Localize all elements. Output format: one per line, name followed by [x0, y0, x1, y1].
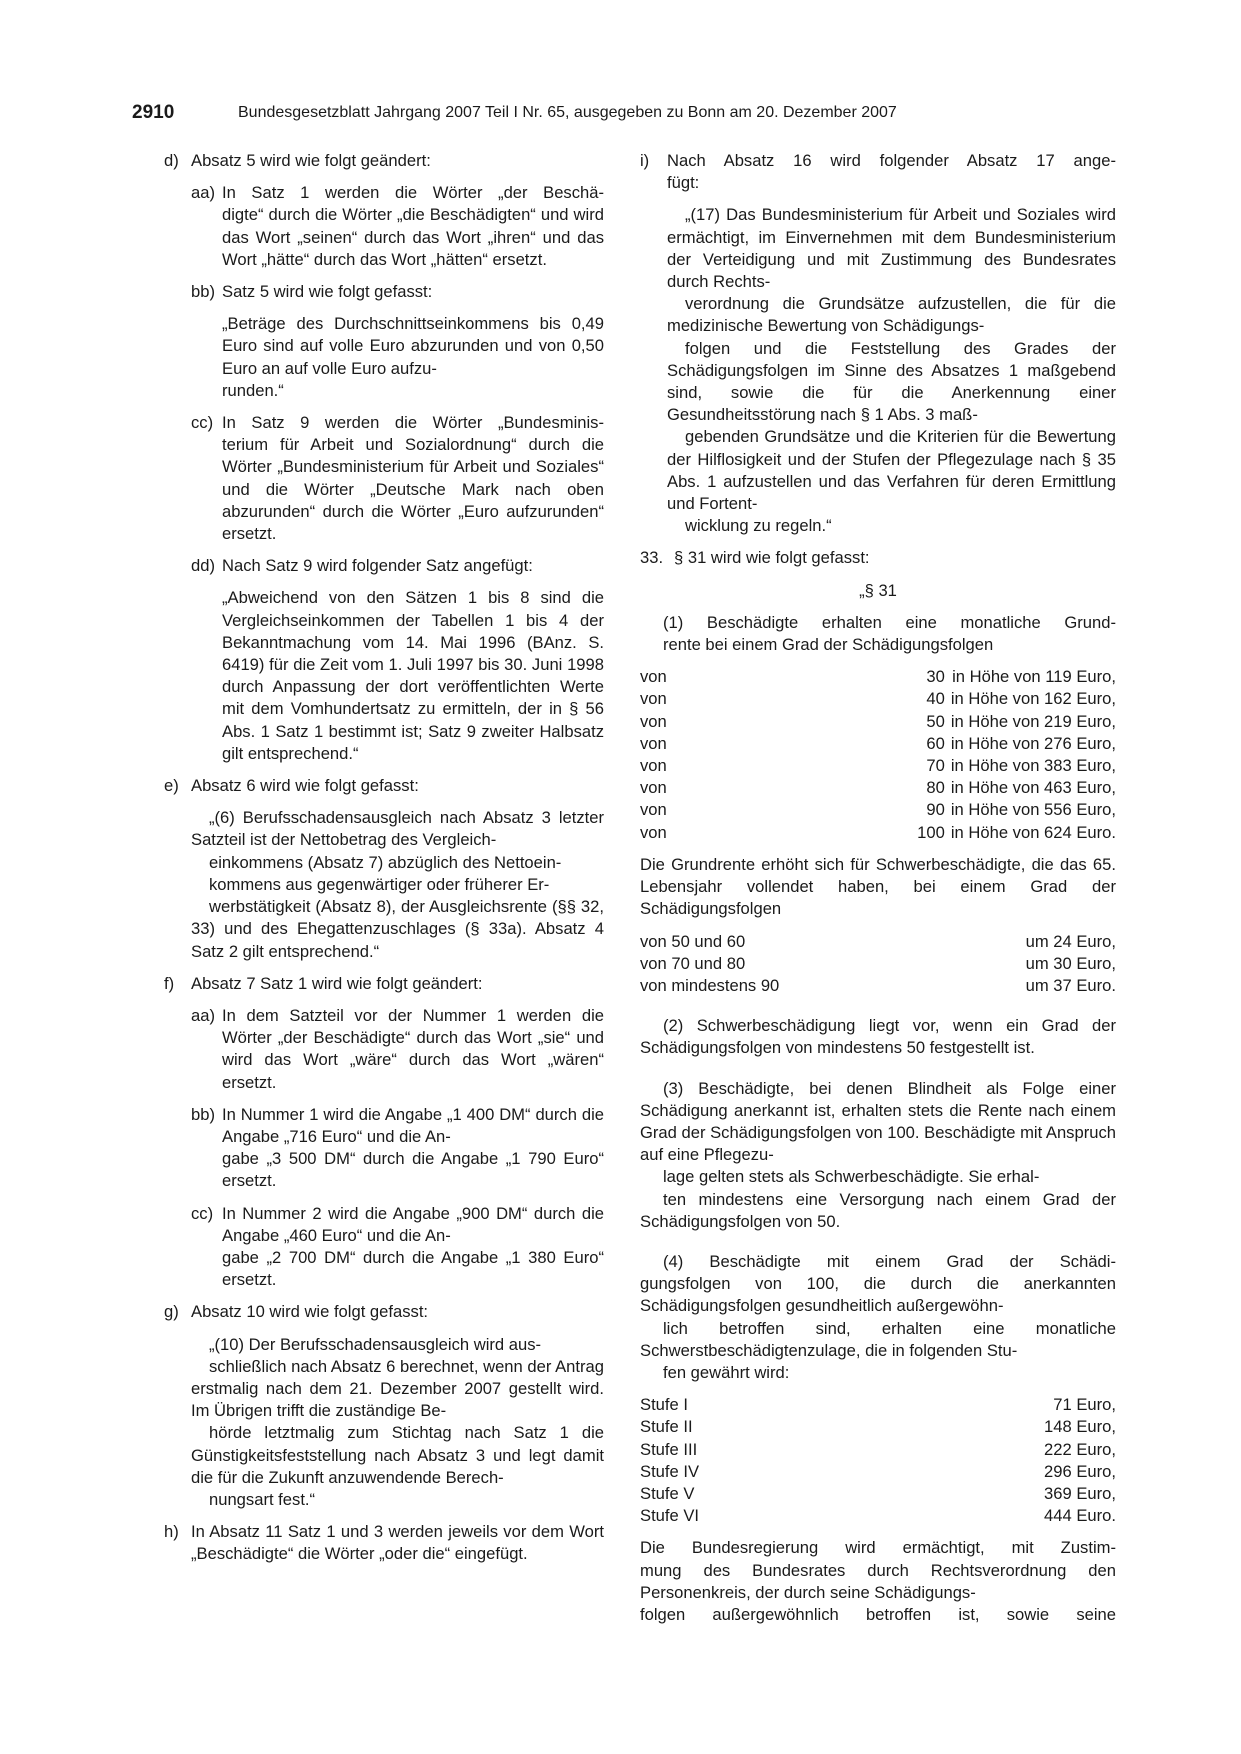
subitem-marker: cc) [191, 1203, 214, 1223]
quote-text: hörde letztmalig zum Stichtag nach Satz 1 die Günstigkeitsfeststellung nach Absatz 3 und legt damit die für die Zukunft anzuwendende Berech- [191, 1423, 604, 1487]
text-line: folgen außergewöhnlich betroffen ist, sowie seine [640, 1604, 1116, 1624]
table-cell: von [640, 711, 667, 731]
table-cell: von [640, 667, 667, 687]
text-line: In Satz 1 werden die Wörter „der Beschä- [222, 183, 604, 203]
table-cell: 80 [926, 778, 945, 798]
quote-text: einkommens (Absatz 7) abzüglich des Nettoein- [209, 852, 562, 872]
quote-text: folgen und die Feststellung des Grades der Schädigungsfolgen im Sinne des Absatzes 1 maßgebend sind, sowie die für die Anerkennung einer Gesundheitsstörung nach § 1 Abs. 3 maß- [667, 338, 1116, 425]
table-cell: in Höhe von 556 Euro, [950, 800, 1116, 820]
table-cell: von mindestens 90 [640, 975, 780, 995]
table-cell: von [640, 689, 667, 709]
table-cell: 444 Euro. [1044, 1506, 1116, 1526]
section-31 [640, 580, 1116, 1627]
text-line: (3) Beschädigte, bei denen Blindheit als Folge einer Schädigung anerkannt ist, erhalten stets die Rente nach einem Grad der Schädigungsfolgen von 100. Beschädigte mit Anspruch auf eine Pflegezu- [640, 1078, 1116, 1165]
table-cell: von [640, 778, 667, 798]
item-marker: h) [164, 1522, 179, 1542]
item-marker: g) [164, 1302, 179, 1322]
subitem-d-cc [191, 412, 604, 545]
right-column [640, 150, 1116, 1626]
quote-text: wicklung zu regeln.“ [685, 516, 832, 536]
text-line: terium für Arbeit und Sozialordnung“ durch die Wörter „Bundesministerium für Arbeit und Soziales“ und die Wörter „Deutsche Mark nach oben abzurunden“ durch die Wörter „Euro aufzurunden“ ersetzt. [222, 435, 604, 544]
subitem-text: In dem Satzteil vor der Nummer 1 werden die Wörter „der Beschädigte“ durch das Wort „sie“ und wird das Wort „wäre“ durch das Wort „wären“ ersetzt. [222, 1005, 604, 1092]
table-cell: in Höhe von 463 Euro, [950, 778, 1116, 798]
table-cell: Stufe VI [640, 1506, 700, 1526]
item-e [164, 775, 604, 963]
item-marker: 33. [640, 548, 664, 568]
subitem-marker: bb) [191, 282, 215, 302]
table-cell: um 24 Euro, [1025, 931, 1116, 951]
table-cell: in Höhe von 162 Euro, [950, 689, 1116, 709]
quote-text: schließlich nach Absatz 6 berechnet, wenn der Antrag erstmalig nach dem 21. Dezember 2007 gestellt wird. Im Übrigen trifft die zuständige Be- [191, 1356, 604, 1421]
item-text: Absatz 5 wird wie folgt geändert: [191, 151, 431, 170]
quote-text: nungsart fest.“ [209, 1489, 316, 1509]
subitem-marker: bb) [191, 1104, 215, 1124]
subitem-f-aa [191, 1005, 604, 1094]
erhoehung-table [640, 931, 1116, 998]
table-cell: von [640, 756, 667, 776]
table-cell: Stufe IV [640, 1461, 700, 1481]
paragraph-2: (2) Schwerbeschädigung liegt vor, wenn ein Grad der Schädigungsfolgen von mindestens 50 festgestellt ist. [640, 1016, 1116, 1058]
quote-text: gebenden Grundsätze und die Kriterien für die Bewertung der Hilflosigkeit und der Stufen der Pflegezulage nach § 35 Abs. 1 aufzustellen und das Verfahren für deren Ermittlung und Fortent- [667, 427, 1116, 514]
table-cell: 369 Euro, [1044, 1483, 1116, 1503]
paragraph-1 [640, 612, 1116, 656]
item-marker: d) [164, 151, 179, 170]
quote-text: „(10) Der Berufsschadensausgleich wird aus- [209, 1334, 542, 1354]
table-cell: Stufe I [640, 1395, 688, 1415]
page-header [132, 100, 1112, 130]
text-line: gabe „3 500 DM“ durch die Angabe „1 790 Euro“ ersetzt. [222, 1149, 604, 1191]
text-line: rente bei einem Grad der Schädigungsfolgen [663, 635, 994, 655]
item-marker: f) [164, 973, 175, 993]
text-line: In Satz 9 werden die Wörter „Bundesminis- [222, 413, 604, 433]
table-cell: in Höhe von 219 Euro, [950, 711, 1116, 731]
table-cell: von 70 und 80 [640, 953, 746, 973]
subitem-marker: dd) [191, 556, 215, 576]
quote [191, 1334, 604, 1512]
quote-text: kommens aus gegenwärtiger oder früherer Er- [209, 874, 550, 894]
text-line: gungsfolgen von 100, die durch die anerkannten Schädigungsfolgen gesundheitlich außergewöhn- [640, 1274, 1116, 1316]
quote [667, 204, 1116, 537]
item-text: Absatz 6 wird wie folgt gefasst: [191, 776, 419, 796]
text-line: In Nummer 2 wird die Angabe „900 DM“ durch die Angabe „460 Euro“ und die An- [222, 1203, 604, 1245]
item-f [164, 973, 604, 1292]
table-cell: von [640, 822, 667, 842]
running-head: Bundesgesetzblatt Jahrgang 2007 Teil I Nr. 65, ausgegeben zu Bonn am 20. Dezember 2007 [238, 104, 897, 121]
item-g [164, 1301, 604, 1511]
grundrente-table [640, 666, 1116, 844]
item-text: Absatz 7 Satz 1 wird wie folgt geändert: [191, 973, 483, 993]
paragraph-text: Die Grundrente erhöht sich für Schwerbeschädigte, die das 65. Lebensjahr vollendet haben, bei einem Grad der Schädigungsfolgen [640, 854, 1116, 919]
quote-text: runden.“ [222, 380, 284, 400]
item-marker: i) [640, 151, 650, 170]
item-i [640, 150, 1116, 537]
item-d [164, 150, 604, 765]
item-marker: e) [164, 776, 179, 796]
quote-text: „Abweichend von den Sätzen 1 bis 8 sind die Vergleichseinkommen der Tabellen 1 bis 4 der Bekanntmachung vom 14. Mai 1996 (BAnz. S. 6419) für die Zeit vom 1. Juli 1997 bis 30. Juni 1998 durch Anpassung der dort veröffentlichten Werte mit dem Vomhundertsatz zu ermitteln, der in § 56 Abs. 1 Satz 1 bestimmt ist; Satz 9 zweiter Halbsatz gilt entsprechend.“ [222, 588, 604, 763]
table-cell: 40 [926, 689, 945, 709]
section-heading: „§ 31 [859, 580, 897, 600]
text-line: (1) Beschädigte erhalten eine monatliche Grund- [663, 612, 1116, 632]
paragraph-3 [640, 1078, 1116, 1233]
left-column [164, 150, 604, 1576]
text-line: fügt: [667, 173, 700, 193]
table-cell: 70 [926, 756, 945, 776]
quote-text: werbstätigkeit (Absatz 8), der Ausgleichsrente (§§ 32, 33) und des Ehegattenzuschlages (§ 33a). Absatz 4 Satz 2 gilt entsprechend.“ [191, 897, 604, 961]
text-line: gabe „2 700 DM“ durch die Angabe „1 380 Euro“ ersetzt. [222, 1247, 604, 1290]
table-cell: 90 [926, 800, 945, 820]
table-cell: 222 Euro, [1044, 1439, 1116, 1459]
table-cell: von [640, 800, 667, 820]
text-line: Die Bundesregierung wird ermächtigt, mit Zustim- [640, 1538, 1116, 1558]
text-line: In Nummer 1 wird die Angabe „1 400 DM“ durch die Angabe „716 Euro“ und die An- [222, 1104, 604, 1146]
text-line: lage gelten stets als Schwerbeschädigte. Sie erhal- [663, 1167, 1040, 1187]
table-cell: 60 [926, 733, 945, 753]
subitem-f-bb [191, 1104, 604, 1193]
item-text: In Absatz 11 Satz 1 und 3 werden jeweils vor dem Wort „Beschädigte“ die Wörter „oder die“ eingefügt. [191, 1522, 604, 1564]
table-cell: um 30 Euro, [1025, 953, 1116, 973]
table-cell: Stufe II [640, 1417, 693, 1437]
table-cell: in Höhe von 276 Euro, [950, 733, 1116, 753]
table-cell: 50 [926, 711, 945, 731]
text-line: ten mindestens eine Versorgung nach einem Grad der Schädigungsfolgen von 50. [640, 1189, 1116, 1231]
paragraph-closing [640, 1537, 1116, 1626]
table-cell: 71 Euro, [1053, 1395, 1116, 1415]
table-cell: 100 [917, 822, 945, 842]
text-line: mung des Bundesrates durch Rechtsverordnung den Personenkreis, der durch seine Schädigungs- [640, 1560, 1116, 1602]
table-cell: von [640, 733, 667, 753]
text-line: Nach Absatz 16 wird folgender Absatz 17 ange- [667, 151, 1116, 170]
subitem-f-cc [191, 1203, 604, 1292]
paragraph-4 [640, 1251, 1116, 1384]
quote-text: „Beträge des Durchschnittseinkommens bis 0,49 Euro sind auf volle Euro abzurunden und von 0,50 Euro an auf volle Euro aufzu- [222, 314, 604, 378]
quote [191, 807, 604, 962]
item-text: § 31 wird wie folgt gefasst: [674, 548, 870, 568]
subitem-d-aa [191, 182, 604, 271]
item-text: Absatz 10 wird wie folgt gefasst: [191, 1302, 429, 1322]
quote-text: „(17) Das Bundesministerium für Arbeit und Soziales wird ermächtigt, im Einvernehmen mit dem Bundesministerium der Verteidigung und mit Zustimmung des Bundesrates durch Rechts- [667, 205, 1116, 292]
table-cell: in Höhe von 383 Euro, [950, 756, 1116, 776]
table-cell: von 50 und 60 [640, 931, 746, 951]
text-line: (4) Beschädigte mit einem Grad der Schädi- [663, 1251, 1116, 1271]
table-cell: in Höhe von 119 Euro, [952, 667, 1116, 687]
item-33 [640, 547, 1116, 569]
text-line: fen gewährt wird: [663, 1362, 790, 1382]
stufen-table [640, 1394, 1116, 1527]
item-h [164, 1521, 604, 1565]
table-cell: Stufe V [640, 1483, 695, 1503]
subitem-d-bb [191, 281, 604, 402]
subitem-d-dd [191, 555, 604, 765]
subitem-text: Nach Satz 9 wird folgender Satz angefügt: [222, 556, 533, 576]
subitem-marker: aa) [191, 183, 215, 203]
quote-text: verordnung die Grundsätze aufzustellen, die für die medizinische Bewertung von Schädigungs- [667, 294, 1116, 336]
table-cell: 148 Euro, [1044, 1417, 1116, 1437]
page-number: 2910 [132, 102, 175, 123]
table-cell: in Höhe von 624 Euro. [950, 822, 1116, 842]
text-line: lich betroffen sind, erhalten eine monatliche Schwerstbeschädigtenzulage, die in folgenden Stu- [640, 1318, 1116, 1360]
quote-text: „(6) Berufsschadensausgleich nach Absatz 3 letzter Satzteil ist der Nettobetrag des Vergleich- [191, 808, 604, 850]
table-cell: um 37 Euro. [1025, 975, 1116, 995]
table-cell: 30 [926, 667, 945, 687]
subitem-marker: cc) [191, 413, 214, 433]
quote [222, 313, 604, 402]
table-cell: Stufe III [640, 1439, 698, 1459]
table-cell: 296 Euro, [1044, 1461, 1116, 1481]
subitem-marker: aa) [191, 1005, 215, 1025]
subitem-text: Satz 5 wird wie folgt gefasst: [222, 282, 433, 302]
text-line: digte“ durch die Wörter „die Beschädigten“ und wird das Wort „seinen“ durch das Wort „ihren“ und das Wort „hätte“ durch das Wort „hätten“ ersetzt. [222, 205, 604, 269]
